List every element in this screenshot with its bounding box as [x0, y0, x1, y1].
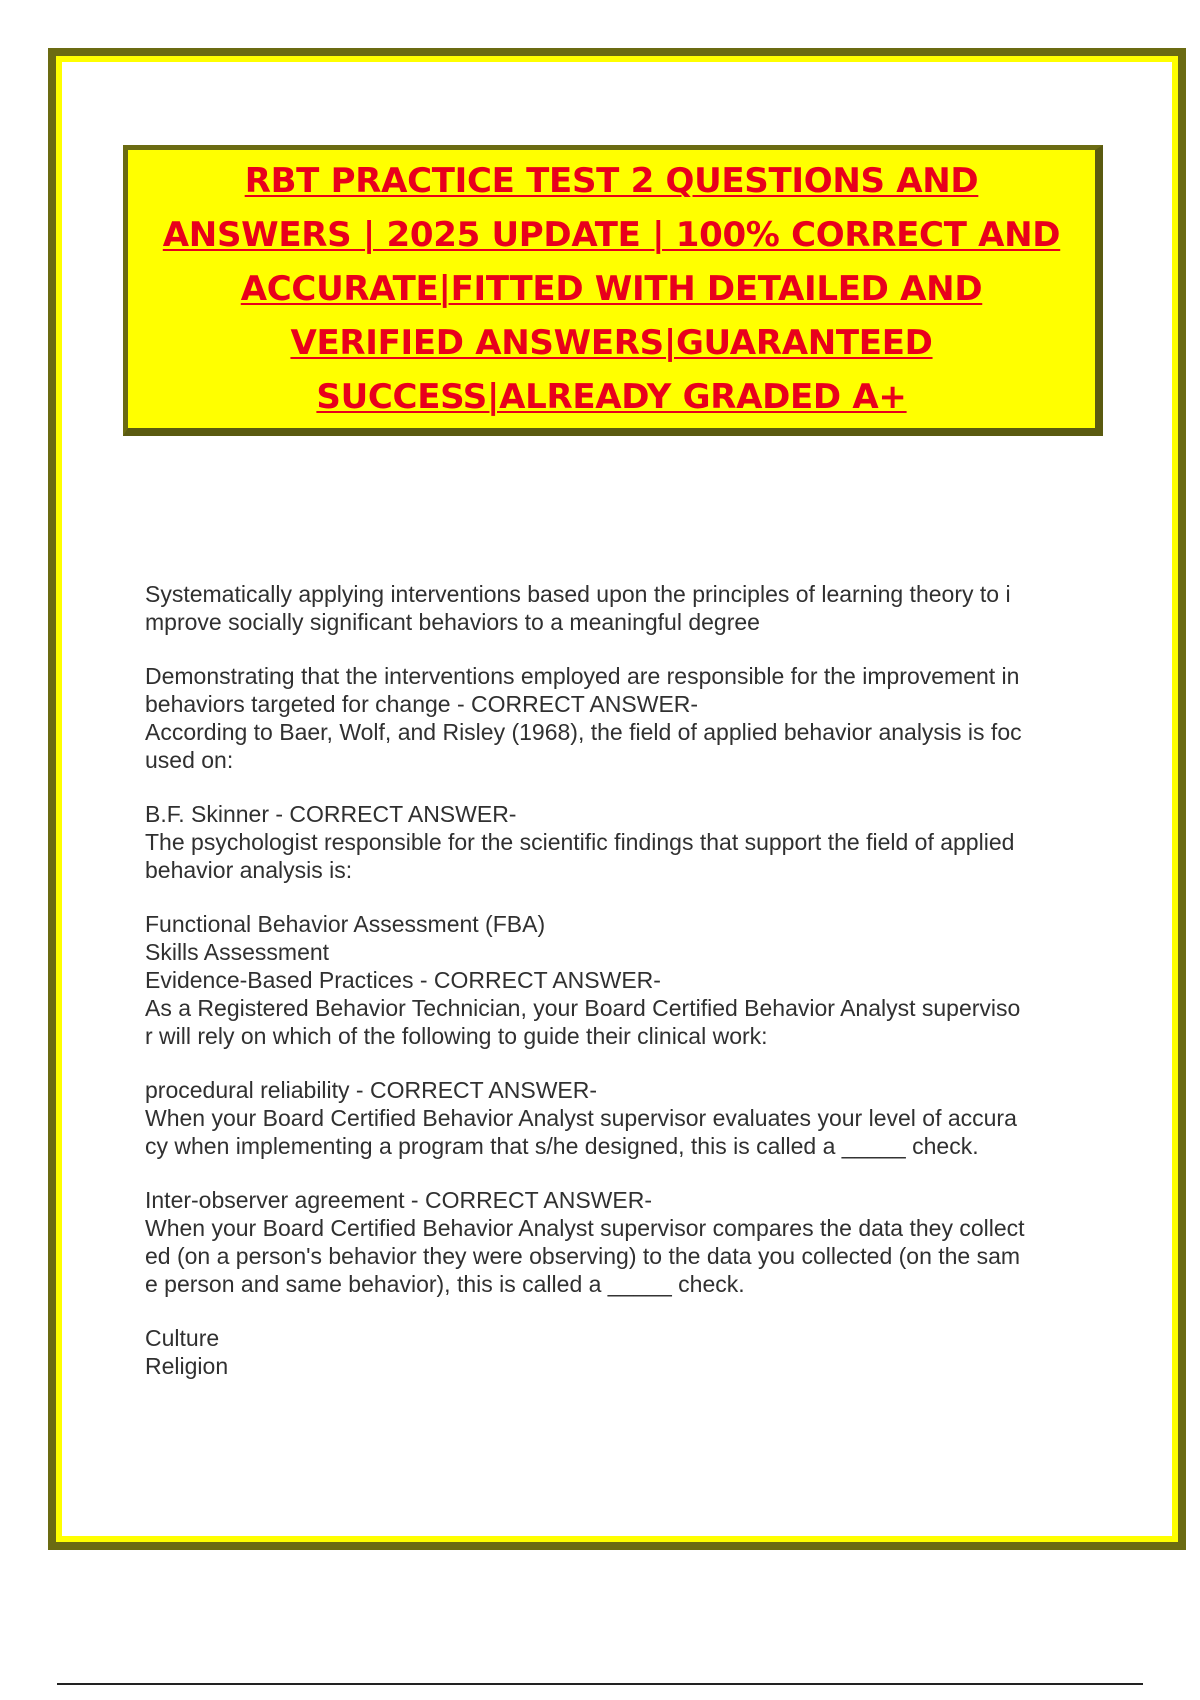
text-line: cy when implementing a program that s/he designed, this is called a _____ check. — [145, 1133, 979, 1159]
text-line: Demonstrating that the interventions employed are responsible for the improvement in — [145, 663, 1020, 689]
paragraph-definition — [145, 580, 1095, 636]
title-line: RBT PRACTICE TEST 2 QUESTIONS AND — [244, 161, 979, 201]
document-body — [145, 580, 1095, 1406]
text-line: Culture — [145, 1325, 220, 1351]
text-line: Skills Assessment — [145, 939, 330, 965]
question-answer-block — [145, 1186, 1095, 1298]
text-line: As a Registered Behavior Technician, your Board Certified Behavior Analyst superviso — [145, 995, 1021, 1021]
footer-divider — [57, 1683, 1143, 1685]
title-banner — [123, 145, 1103, 436]
title-line: VERIFIED ANSWERS|GUARANTEED — [290, 323, 933, 363]
document-title — [147, 154, 1077, 424]
text-line: procedural reliability - CORRECT ANSWER- — [145, 1077, 598, 1103]
text-line: e person and same behavior), this is called a _____ check. — [145, 1271, 745, 1297]
text-line: Evidence-Based Practices - CORRECT ANSWER- — [145, 967, 661, 993]
answer-options-block — [145, 1324, 1095, 1380]
title-line: ANSWERS | 2025 UPDATE | 100% CORRECT AND — [162, 215, 1061, 255]
text-line: Systematically applying interventions based upon the principles of learning theory to i — [145, 581, 1011, 607]
question-answer-block — [145, 800, 1095, 884]
text-line: When your Board Certified Behavior Analyst supervisor evaluates your level of accura — [145, 1105, 1017, 1131]
text-line: B.F. Skinner - CORRECT ANSWER- — [145, 801, 517, 827]
text-line: r will rely on which of the following to guide their clinical work: — [145, 1023, 768, 1049]
question-answer-block — [145, 662, 1095, 774]
text-line: The psychologist responsible for the scientific findings that support the field of applied — [145, 829, 1015, 855]
text-line: According to Baer, Wolf, and Risley (1968), the field of applied behavior analysis is foc — [145, 719, 1022, 745]
text-line: ed (on a person's behavior they were observing) to the data you collected (on the sam — [145, 1243, 1021, 1269]
text-line: Inter-observer agreement - CORRECT ANSWER- — [145, 1187, 652, 1213]
question-answer-block — [145, 1076, 1095, 1160]
text-line: used on: — [145, 747, 234, 773]
title-line: ACCURATE|FITTED WITH DETAILED AND — [240, 269, 983, 309]
title-line: SUCCESS|ALREADY GRADED A+ — [316, 377, 907, 417]
text-line: Religion — [145, 1353, 229, 1379]
text-line: Functional Behavior Assessment (FBA) — [145, 911, 546, 937]
question-answer-block — [145, 910, 1095, 1050]
text-line: behavior analysis is: — [145, 857, 353, 883]
text-line: mprove socially significant behaviors to a meaningful degree — [145, 609, 760, 635]
text-line: When your Board Certified Behavior Analyst supervisor compares the data they collect — [145, 1215, 1025, 1241]
text-line: behaviors targeted for change - CORRECT ANSWER- — [145, 691, 699, 717]
